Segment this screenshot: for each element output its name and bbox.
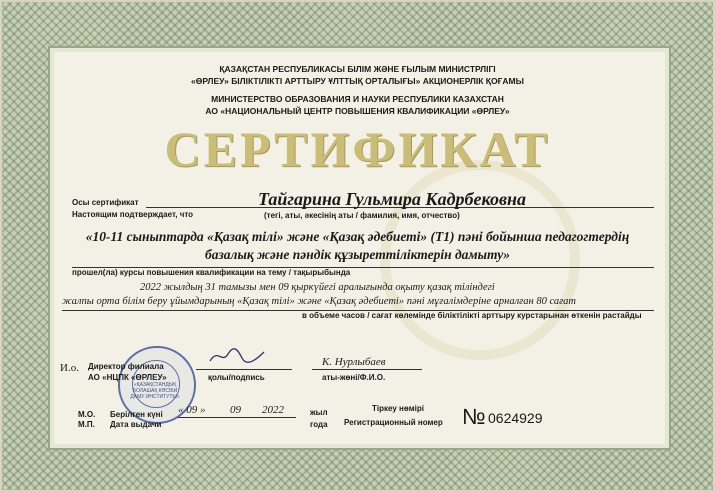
name-caption: (тегі, аты, әкесінің аты / фамилия, имя, отчество) bbox=[264, 211, 460, 220]
director-line-1: Директор филиала bbox=[88, 362, 164, 371]
issued-year: 2022 bbox=[262, 404, 284, 416]
date-underline bbox=[178, 417, 296, 418]
year-label-ru: года bbox=[310, 420, 328, 429]
seal-text: «ҚАЗАҚСТАНДЫҚ БОЛАШАҚ КӘСІБИ ДАМУ ИНСТИТУТЫ» bbox=[130, 382, 180, 400]
registration-number: 0624929 bbox=[488, 410, 543, 426]
header-line-3: МИНИСТЕРСТВО ОБРАЗОВАНИЯ И НАУКИ РЕСПУБЛИКИ КАЗАХСТАН bbox=[211, 94, 504, 104]
hours-caption: в объеме часов / сағат көлемінде біліктілікті арттыру курстарынан өткенін растайды bbox=[302, 311, 642, 320]
issued-day: « 09 » bbox=[178, 404, 206, 416]
mp-label: М.П. bbox=[78, 420, 95, 429]
hours-line-1: 2022 жылдың 31 тамызы мен 09 қыркүйегі аралығында оқыту қазақ тіліндегі bbox=[140, 282, 495, 293]
signature-caption: қолы/подпись bbox=[208, 373, 265, 382]
certificate-title: СЕРТИФИКАТ bbox=[164, 121, 551, 177]
handwritten-signature bbox=[208, 346, 268, 366]
signer-caption: аты-жөні/Ф.И.О. bbox=[322, 373, 386, 382]
number-sign: № bbox=[462, 404, 486, 429]
io-label: И.о. bbox=[60, 362, 79, 374]
reg-label-kz: Тіркеу нөмірі bbox=[372, 404, 424, 413]
course-title-line-2: базалық және пәндік құзыреттіліктерін дамыту» bbox=[205, 247, 510, 262]
reg-label-ru: Регистрационный номер bbox=[344, 418, 443, 427]
issued-month: 09 bbox=[230, 404, 241, 416]
course-caption: прошел(ла) курсы повышения квалификации на тему / тақырыбында bbox=[72, 268, 351, 277]
recipient-label-kz: Осы сертификат bbox=[72, 198, 139, 207]
signer-name: К. Нурлыбаев bbox=[322, 356, 386, 368]
year-label-kz: жыл bbox=[310, 408, 328, 417]
header-line-4: АО «НАЦИОНАЛЬНЫЙ ЦЕНТР ПОВЫШЕНИЯ КВАЛИФИКАЦИИ «ӨРЛЕУ» bbox=[205, 106, 510, 116]
issued-label-kz: Берілген күні bbox=[110, 410, 163, 419]
recipient-name: Тайгарина Гульмира Кадрбековна bbox=[258, 189, 526, 209]
hours-line-2: жалпы орта білім беру ұйымдарының «Қазақ тілі» және «Қазақ әдебиеті» пәні мұғалімдеріне арналған 80 сағат bbox=[62, 296, 577, 307]
director-line-2: АО «НЦПК «ӨРЛЕУ» bbox=[88, 373, 167, 382]
mo-label: М.О. bbox=[78, 410, 96, 419]
header-line-2: «ӨРЛЕУ» БІЛІКТІЛІКТІ АРТТЫРУ ҰЛТТЫҚ ОРТАЛЫҒЫ» АКЦИОНЕРЛІК ҚОҒАМЫ bbox=[191, 76, 524, 86]
signer-underline bbox=[312, 369, 422, 370]
course-title-line-1: «10-11 сыныптарда «Қазақ тілі» және «Қазақ әдебиеті» (Т1) пәні бойынша педагогтердің bbox=[85, 229, 630, 244]
signature-underline bbox=[196, 369, 292, 370]
recipient-label-ru: Настоящим подтверждает, что bbox=[72, 210, 194, 219]
header-line-1: ҚАЗАҚСТАН РЕСПУБЛИКАСЫ БІЛІМ ЖӘНЕ ҒЫЛЫМ МИНИСТРЛІГІ bbox=[219, 64, 496, 74]
issued-label-ru: Дата выдачи bbox=[110, 420, 162, 429]
